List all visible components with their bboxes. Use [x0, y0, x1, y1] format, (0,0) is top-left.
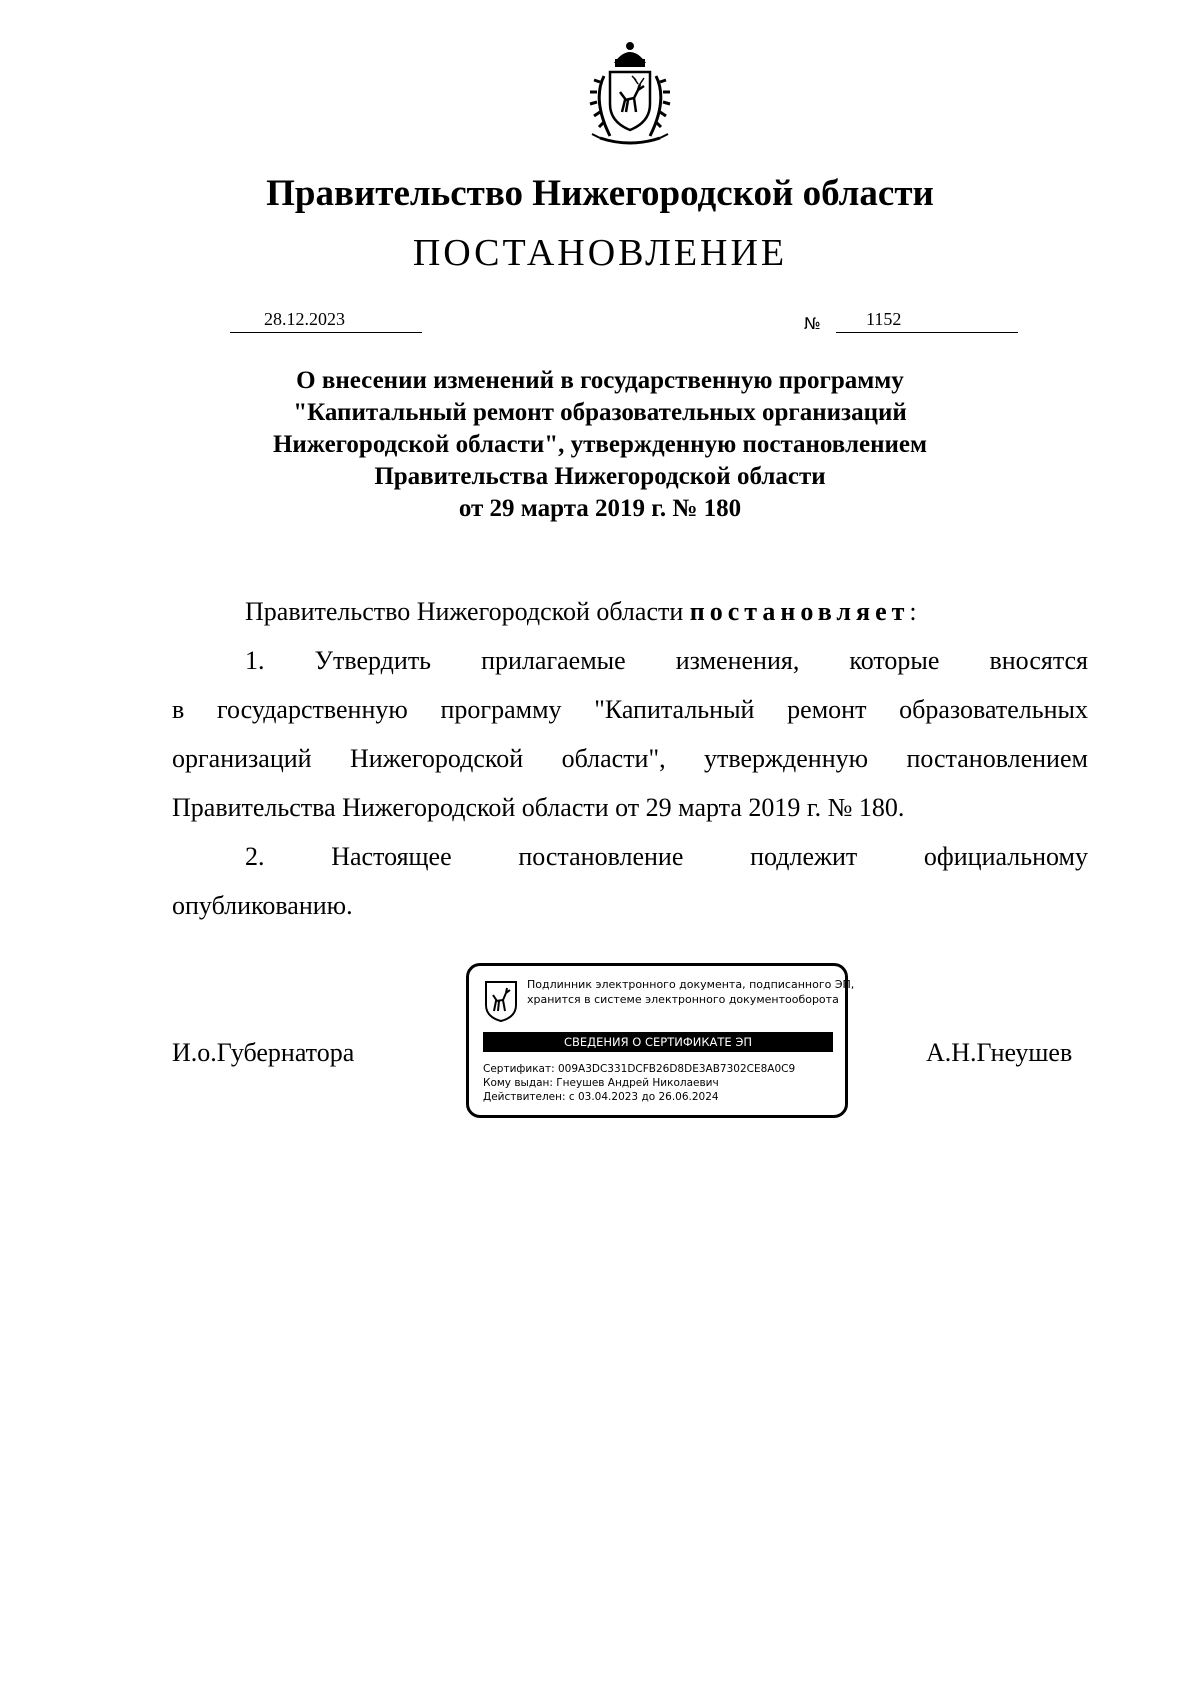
paragraph-2-line-2: опубликованию.	[172, 891, 353, 920]
word: ремонт	[787, 695, 867, 724]
signatory-name: А.Н.Гнеушев	[926, 1038, 1073, 1067]
word: "Капитальный	[594, 695, 755, 724]
coat-of-arms-icon	[570, 40, 690, 150]
stamp-validity: Действителен: с 03.04.2023 до 26.06.2024	[483, 1091, 719, 1103]
e-signature-stamp	[466, 963, 855, 1118]
paragraph-1-line-4: Правительства Нижегородской области от 29 марта 2019 г. № 180.	[172, 793, 905, 822]
word: вносятся	[989, 646, 1088, 675]
word: в	[172, 695, 185, 724]
word: программу	[440, 695, 562, 724]
stamp-line-1: Подлинник электронного документа, подписанного ЭП,	[527, 978, 855, 991]
document-number: 1152	[866, 309, 902, 329]
stamp-certificate: Сертификат: 009A3DC331DCFB26D8DE3AB7302CE8A0C9	[483, 1063, 796, 1075]
word: Утвердить	[314, 646, 432, 675]
subject-line: "Капитальный ремонт образовательных организаций	[293, 399, 907, 426]
organization-title: Правительство Нижегородской области	[266, 173, 934, 214]
word: образовательных	[899, 695, 1088, 724]
subject-line: Правительства Нижегородской области	[374, 463, 826, 490]
stamp-line-2: хранится в системе электронного документооборота	[527, 993, 839, 1006]
subject-line: Нижегородской области", утвержденную постановлением	[272, 431, 928, 458]
deer-shield-icon	[483, 979, 519, 1023]
stamp-title-bar: СВЕДЕНИЯ О СЕРТИФИКАТЕ ЭП	[483, 1032, 833, 1052]
stamp-issued-to: Кому выдан: Гнеушев Андрей Николаевич	[483, 1077, 719, 1089]
word: постановлением	[906, 744, 1088, 773]
word: которые	[849, 646, 940, 675]
subject-line: от 29 марта 2019 г. № 180	[458, 495, 742, 522]
number-sign: №	[804, 314, 821, 333]
preamble	[245, 596, 917, 628]
document-subject	[180, 365, 1020, 525]
subject-line: О внесении изменений в государственную программу	[296, 367, 904, 394]
paragraph-1-line-3	[172, 743, 1088, 775]
document-date-field	[230, 308, 422, 333]
document-type: ПОСТАНОВЛЕНИЕ	[412, 232, 788, 274]
word: подлежит	[750, 842, 858, 871]
document-date: 28.12.2023	[264, 309, 345, 329]
paragraph-1-line-1	[245, 645, 1088, 677]
document-number-field	[836, 308, 1018, 333]
paragraph-1-line-2	[172, 694, 1088, 726]
word: организаций	[172, 744, 312, 773]
word: области",	[561, 744, 666, 773]
word: 1.	[245, 646, 265, 675]
word: постановление	[518, 842, 684, 871]
paragraph-2-line-1	[245, 841, 1088, 873]
preamble-end: :	[909, 597, 917, 626]
word: Настоящее	[331, 842, 452, 871]
preamble-start: Правительство Нижегородской области	[245, 597, 690, 626]
preamble-verb: постановляет	[689, 597, 910, 626]
word: утвержденную	[704, 744, 869, 773]
word: государственную	[216, 695, 408, 724]
word: прилагаемые	[481, 646, 626, 675]
word: официальному	[923, 842, 1088, 871]
word: 2.	[245, 842, 265, 871]
word: изменения,	[675, 646, 800, 675]
word: Нижегородской	[350, 744, 524, 773]
signatory-position: И.о.Губернатора	[172, 1038, 355, 1067]
